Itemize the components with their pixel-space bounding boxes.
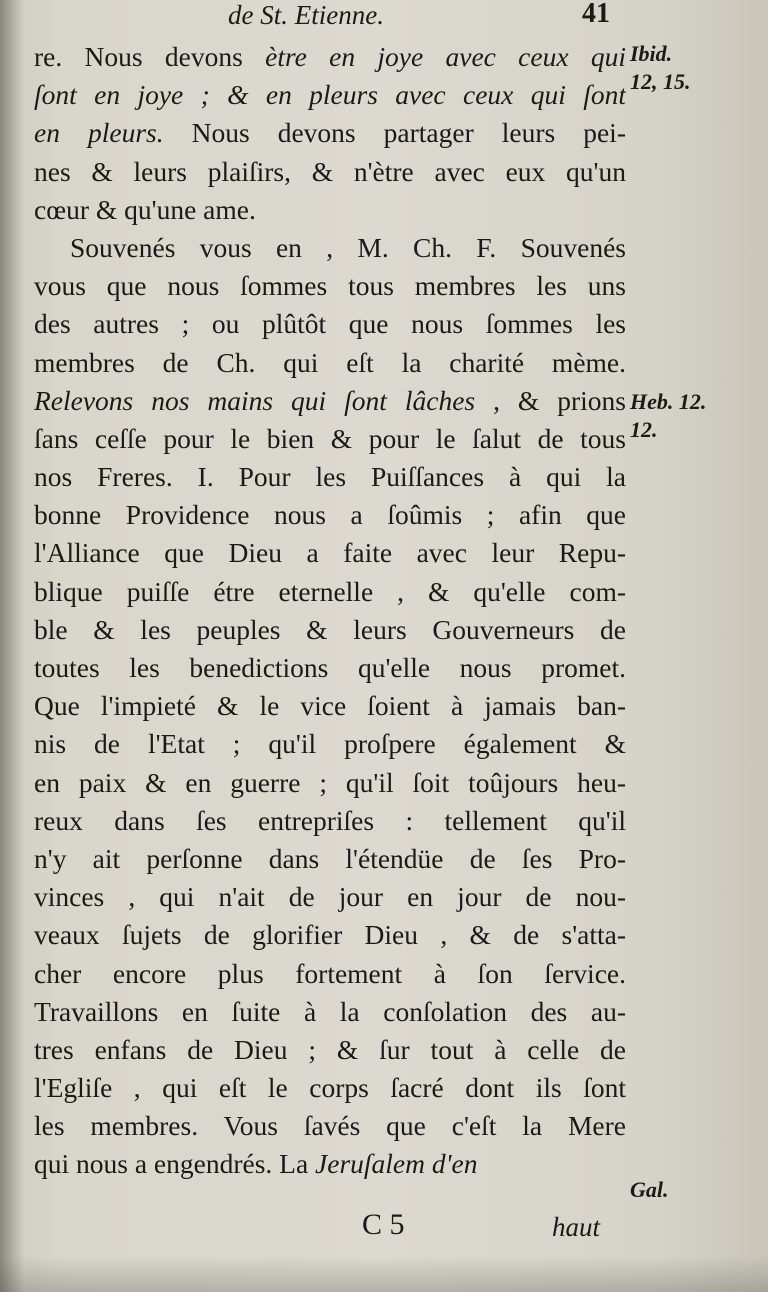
text-run: ble & les peuples & leurs Gouverneurs de	[34, 613, 626, 645]
text-run: vinces , qui n'ait de jour en jour de nou-	[34, 881, 626, 913]
text-run: des autres ; ou plûtôt que nous ſommes les	[34, 308, 626, 340]
page-number: 41	[582, 0, 610, 29]
italic-run: ſont en joye ; & en pleurs avec ceux qui ſont	[34, 79, 626, 111]
text-line	[34, 802, 626, 840]
text-line	[34, 420, 626, 458]
text-line	[34, 993, 626, 1031]
text-line	[34, 38, 626, 76]
text-line	[34, 76, 626, 114]
text-line	[34, 1145, 626, 1183]
text-run: Souvenés vous en , M. Ch. F. Souvenés	[70, 231, 626, 263]
text-run: nes & leurs plaiſirs, & n'ètre avec eux qu'un	[34, 155, 626, 187]
text-line	[34, 611, 626, 649]
text-run: l'Alliance que Dieu a faite avec leur Repu-	[34, 537, 626, 569]
text-line	[34, 1031, 626, 1069]
body-text	[34, 38, 626, 1184]
text-line	[34, 191, 626, 229]
text-run: nis de l'Etat ; qu'il proſpere également &	[34, 728, 626, 760]
text-line	[34, 153, 626, 191]
italic-run: en pleurs.	[34, 117, 164, 149]
text-line	[34, 344, 626, 382]
margin-note-line: 12, 15.	[630, 69, 691, 94]
text-line	[34, 1107, 626, 1145]
text-run: toutes les benedictions qu'elle nous promet.	[34, 652, 626, 683]
text-run: vous que nous ſommes tous membres les uns	[34, 270, 626, 302]
italic-run: ètre en joye avec ceux qui	[265, 41, 626, 72]
margin-note-heb	[630, 388, 760, 444]
signature-mark: C 5	[362, 1208, 405, 1241]
text-run: membres de Ch. qui eſt la charité mème.	[34, 346, 626, 378]
text-line	[34, 458, 626, 496]
margin-note-ibid	[630, 40, 760, 96]
text-run: bonne Providence nous a ſoûmis ; afin que	[34, 499, 626, 531]
text-line	[34, 305, 626, 343]
text-line	[34, 229, 626, 267]
text-run: en paix & en guerre ; qu'il ſoit toûjours heu-	[34, 766, 626, 798]
bottom-shadow	[0, 1256, 768, 1292]
text-line	[34, 496, 626, 534]
margin-note-line: 12.	[630, 417, 658, 442]
text-run: re. Nous devons	[34, 41, 266, 72]
text-line	[34, 840, 626, 878]
text-run: ſans ceſſe pour le bien & pour le ſalut de tous	[34, 422, 626, 454]
text-line	[34, 1069, 626, 1107]
text-line	[34, 382, 626, 420]
text-run: , & prions	[475, 384, 626, 416]
text-run: n'y ait perſonne dans l'étendüe de ſes Pro-	[34, 842, 626, 874]
text-run: reux dans ſes entrepriſes : tellement qu'il	[34, 804, 626, 836]
text-line	[34, 955, 626, 993]
text-run: cher encore plus fortement à ſon ſervice.	[34, 957, 626, 989]
text-run: nos Freres. I. Pour les Puiſſances à qui la	[34, 461, 626, 493]
text-run: Que l'impieté & le vice ſoient à jamais ban-	[34, 690, 626, 722]
text-run: veaux ſujets de glorifier Dieu , & de s'atta-	[34, 919, 626, 951]
text-line	[34, 764, 626, 802]
text-line	[34, 573, 626, 611]
text-line	[34, 267, 626, 305]
margin-note-line: Heb. 12.	[630, 389, 707, 414]
margin-note-line: Ibid.	[630, 41, 673, 66]
margin-note-line: Gal.	[630, 1177, 669, 1202]
text-run: qui nous a engendrés. La	[34, 1148, 316, 1180]
gutter-shadow	[0, 0, 24, 1292]
text-line	[34, 687, 626, 725]
text-line	[34, 649, 626, 687]
text-line	[34, 878, 626, 916]
text-run: Nous devons partager leurs pei-	[163, 117, 626, 149]
text-run: Travaillons en ſuite à la conſolation des au-	[34, 995, 626, 1027]
italic-run: Relevons nos mains qui ſont lâches	[34, 384, 476, 416]
text-run: tres enfans de Dieu ; & ſur tout à celle de	[34, 1033, 626, 1065]
text-run: blique puiſſe étre eternelle , & qu'elle com-	[34, 575, 626, 607]
margin-note-gal	[630, 1176, 760, 1204]
italic-run: Jeruſalem d'en	[315, 1148, 478, 1180]
text-line	[34, 725, 626, 763]
text-line	[34, 114, 626, 152]
catchword: haut	[552, 1212, 601, 1242]
text-line	[34, 534, 626, 572]
text-run: cœur & qu'une ame.	[34, 193, 256, 225]
page-header	[0, 0, 768, 34]
text-line	[34, 916, 626, 954]
text-run: l'Egliſe , qui eſt le corps ſacré dont ils ſont	[34, 1072, 626, 1104]
text-run: les membres. Vous ſavés que c'eſt la Mere	[34, 1110, 626, 1142]
running-title: de St. Etienne.	[228, 0, 384, 30]
